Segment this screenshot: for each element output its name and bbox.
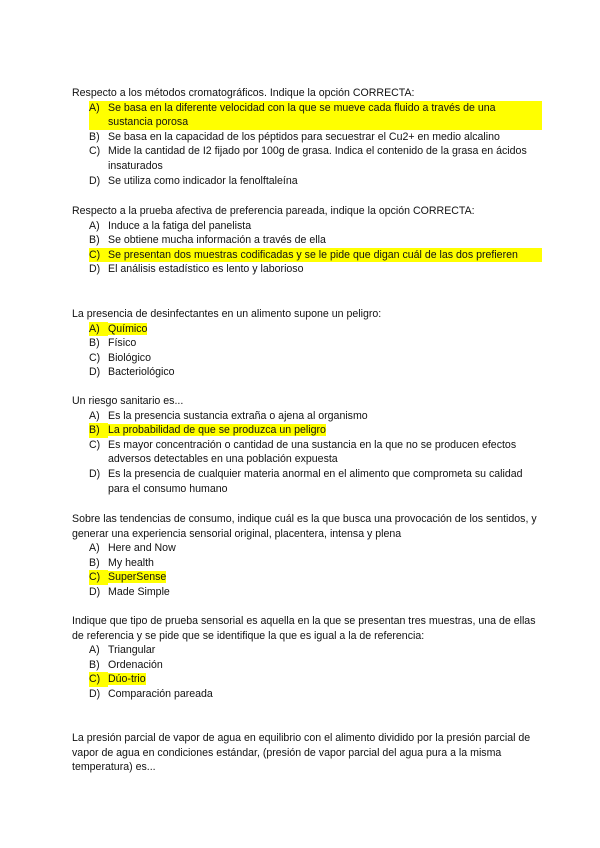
- option-text: Físico: [108, 337, 137, 350]
- option-text: Es mayor concentración o cantidad de una sustancia en la que no se producen efectos adversos detectables en una población expuesta: [108, 438, 517, 466]
- option-letter: A): [89, 409, 100, 422]
- question-2: [72, 204, 542, 277]
- option-text: My health: [108, 556, 154, 569]
- option-b: [89, 336, 542, 351]
- option-c: [89, 351, 542, 366]
- option-text: Se obtiene mucha información a través de ella: [108, 234, 326, 247]
- option-letter: D): [89, 366, 101, 379]
- option-letter: C): [89, 438, 101, 451]
- option-b: [89, 556, 542, 571]
- option-b: [89, 130, 542, 145]
- option-letter: B): [89, 556, 100, 569]
- option-a: [89, 409, 542, 424]
- option-d: [89, 467, 542, 496]
- option-letter: C): [89, 248, 108, 263]
- option-c: [89, 570, 542, 585]
- option-a: [89, 643, 542, 658]
- option-letter: A): [89, 322, 108, 337]
- option-text: Biológico: [108, 351, 151, 364]
- option-b: [89, 233, 542, 248]
- option-a: [89, 219, 542, 234]
- option-letter: D): [89, 174, 101, 187]
- question-6: [72, 614, 542, 702]
- option-c: [89, 144, 542, 173]
- option-a: [89, 101, 542, 130]
- option-letter: B): [89, 423, 108, 438]
- question-5: [72, 512, 542, 600]
- question-3: [72, 307, 542, 380]
- option-letter: C): [89, 570, 108, 585]
- option-text: SuperSense: [108, 571, 167, 584]
- question-stem: Respecto a la prueba afectiva de preferencia pareada, indique la opción CORRECTA:: [72, 205, 475, 217]
- option-text: Made Simple: [108, 585, 170, 598]
- option-text: Mide la cantidad de I2 fijado por 100g de grasa. Indica el contenido de la grasa en ácidos insaturados: [108, 145, 527, 172]
- option-text: Es la presencia de cualquier materia anormal en el alimento que comprometa su calidad para el consumo humano: [108, 467, 523, 495]
- option-text: El análisis estadístico es lento y laborioso: [108, 263, 304, 276]
- question-stem: Respecto a los métodos cromatográficos. Indique la opción CORRECTA:: [72, 87, 415, 99]
- option-letter: A): [89, 644, 100, 657]
- option-letter: A): [89, 101, 108, 130]
- option-c: [89, 248, 542, 263]
- option-text: Here and Now: [108, 542, 176, 555]
- option-d: [89, 365, 542, 380]
- option-text: Triangular: [108, 644, 156, 657]
- question-7: [72, 731, 542, 775]
- option-a: [89, 541, 542, 556]
- option-d: [89, 585, 542, 600]
- option-c: [89, 672, 542, 687]
- option-text: Es la presencia sustancia extraña o ajena al organismo: [108, 409, 368, 422]
- option-text: La probabilidad de que se produzca un peligro: [108, 424, 326, 437]
- option-text: Se presentan dos muestras codificadas y se le pide que digan cuál de las dos prefieren: [108, 248, 542, 263]
- option-letter: A): [89, 542, 100, 555]
- question-stem: La presión parcial de vapor de agua en equilibrio con el alimento dividido por la presión parcial de vapor de agua en condiciones estándar, (presión de vapor parcial del agua pura a la misma temperatura) es...: [72, 732, 531, 774]
- option-letter: D): [89, 263, 101, 276]
- option-letter: D): [89, 585, 101, 598]
- option-letter: B): [89, 658, 100, 671]
- option-d: [89, 174, 542, 189]
- option-letter: B): [89, 234, 100, 247]
- option-letter: C): [89, 351, 101, 364]
- option-text: Se basa en la diferente velocidad con la que se mueve cada fluido a través de una sustancia porosa: [108, 101, 542, 130]
- option-letter: C): [89, 145, 101, 158]
- option-text: Bacteriológico: [108, 366, 175, 379]
- option-text: Ordenación: [108, 658, 163, 671]
- question-4: [72, 394, 542, 496]
- option-text: Se basa en la capacidad de los péptidos para secuestrar el Cu2+ en medio alcalino: [108, 130, 500, 143]
- option-letter: B): [89, 337, 100, 350]
- option-text: Induce a la fatiga del panelista: [108, 219, 252, 232]
- question-stem: Sobre las tendencias de consumo, indique cuál es la que busca una provocación de los sentidos, y generar una experiencia sensorial original, placentera, intensa y plena: [72, 513, 537, 540]
- option-b: [89, 423, 542, 438]
- question-stem: Un riesgo sanitario es...: [72, 395, 184, 407]
- question-1: [72, 86, 542, 188]
- question-stem: La presencia de desinfectantes en un alimento supone un peligro:: [72, 308, 382, 320]
- option-letter: D): [89, 467, 101, 480]
- option-text: Químico: [108, 322, 148, 335]
- question-stem: Indique que tipo de prueba sensorial es aquella en la que se presentan tres muestras, una de ellas de referencia y se pide que se identifique la que es igual a la de referencia:: [72, 615, 536, 642]
- option-c: [89, 438, 542, 467]
- option-text: Dúo-trio: [108, 673, 146, 686]
- option-d: [89, 687, 542, 702]
- option-a: [89, 322, 542, 337]
- option-text: Comparación pareada: [108, 687, 213, 700]
- option-letter: C): [89, 672, 108, 687]
- option-d: [89, 262, 542, 277]
- option-b: [89, 658, 542, 673]
- option-text: Se utiliza como indicador la fenolftaleína: [108, 174, 298, 187]
- option-letter: B): [89, 130, 100, 143]
- option-letter: D): [89, 687, 101, 700]
- option-letter: A): [89, 219, 100, 232]
